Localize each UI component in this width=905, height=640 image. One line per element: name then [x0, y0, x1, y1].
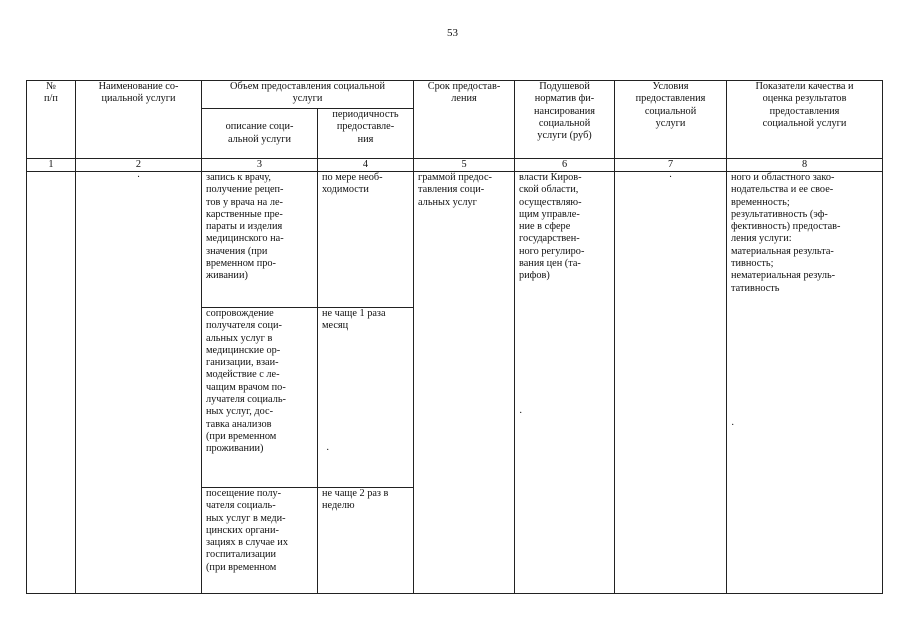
cell-service-name [76, 172, 202, 594]
column-number: 4 [318, 159, 414, 172]
dot-mark: · [731, 419, 735, 431]
header-number: № п/п [27, 81, 76, 159]
cell-periodicity: не чаще 1 раза месяц · [318, 308, 414, 488]
cell-description: посещение полу- чателя социаль- ных услуг в меди- цинских органи- зациях в случае их госпитализации (при временном [202, 488, 318, 594]
header-service-name: Наименование со- циальной услуги [76, 81, 202, 159]
cell-periodicity: по мере необ- ходимости [318, 172, 414, 308]
header-periodicity: периодичность предоставле- ния [318, 109, 414, 159]
dot-mark: · [136, 172, 141, 183]
column-number: 8 [727, 159, 883, 172]
cell-quality: ного и областного зако- нодательства и ее свое- временность; результативность (эф- фективность) предостав- ления услуги: материальная результа- тивность; нематериальная резуль- тативность · [727, 172, 883, 594]
header-volume: Объем предоставления социальной услуги [202, 81, 414, 109]
header-conditions: Условия предоставления социальной услуги [615, 81, 727, 159]
header-term: Срок предостав- ления [414, 81, 515, 159]
cell-norm: власти Киров- ской области, осуществляю- щим управле- ние в сфере государствен- ного регулиро- вания цен (та- рифов) · [515, 172, 615, 594]
page-number: 53 [447, 27, 458, 39]
cell-term: граммой предос- тавления соци- альных услуг [414, 172, 515, 594]
cell-description: запись к врачу, получение рецеп- тов у врача на ле- карственные пре- параты и изделия медицинского на- значения (при временном про- живании) [202, 172, 318, 308]
header-description: описание соци- альной услуги [202, 109, 318, 159]
header-norm: Подушевой норматив фи- нансирования социальной услуги (руб) [515, 81, 615, 159]
column-number: 3 [202, 159, 318, 172]
column-number: 2 [76, 159, 202, 172]
header-quality: Показатели качества и оценка результатов предоставления социальной услуги [727, 81, 883, 159]
cell-conditions [615, 172, 727, 594]
dot-mark: · [519, 407, 523, 419]
column-number: 1 [27, 159, 76, 172]
column-number-row [27, 159, 883, 172]
column-number: 5 [414, 159, 515, 172]
cell-number [27, 172, 76, 594]
cell-description: сопровождение получателя соци- альных услуг в медицинские ор- ганизации, взаи- модействие с ле- чащим врачом по- лучателя социаль- ных услуг, дос- тавка анализов (при временном проживании) [202, 308, 318, 488]
dot-mark: · [668, 172, 673, 183]
cell-periodicity: не чаще 2 раз в неделю [318, 488, 414, 594]
social-services-table [26, 80, 883, 594]
dot-mark: · [326, 444, 330, 456]
column-number: 6 [515, 159, 615, 172]
column-number: 7 [615, 159, 727, 172]
